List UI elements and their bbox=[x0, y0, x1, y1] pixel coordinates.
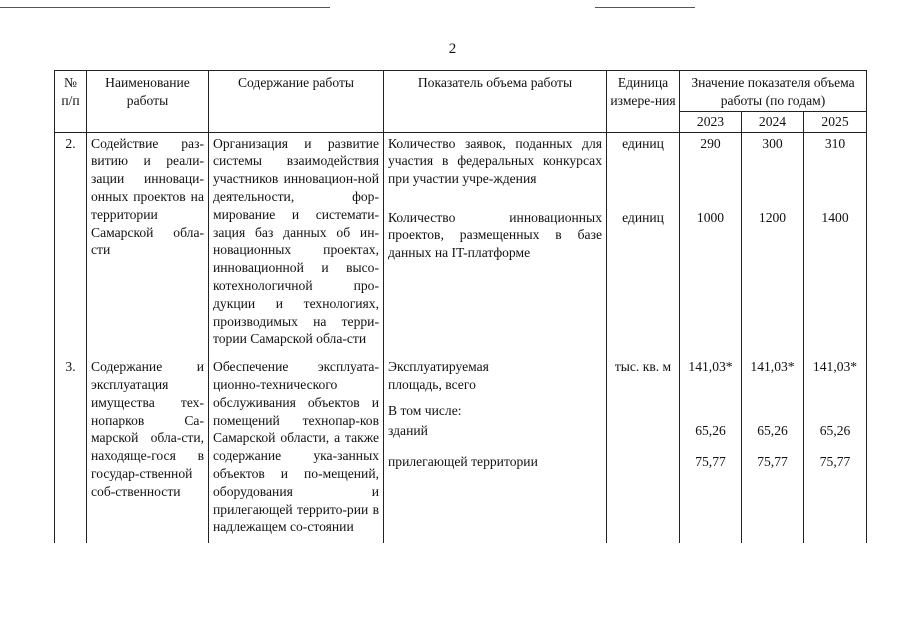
work-volume-table bbox=[54, 70, 867, 543]
header-year-2023: 2023 bbox=[680, 111, 742, 132]
header-name: Наименование работы bbox=[87, 71, 209, 133]
header-year-2024: 2024 bbox=[742, 111, 804, 132]
value-2024: 300 bbox=[742, 132, 804, 195]
indicator-text: зданий bbox=[384, 420, 607, 440]
indicator-unit: единиц bbox=[607, 195, 680, 270]
value-2024: 1200 bbox=[742, 195, 804, 270]
work-name: Содержание и эксплуатация имущества тех-нопарков Са-марской обла-сти, находяще-гося в государ-ственной соб-ственности bbox=[87, 348, 209, 543]
value-2024: 75,77 bbox=[742, 439, 804, 471]
value-2023: 290 bbox=[680, 132, 742, 195]
value-2023: 1000 bbox=[680, 195, 742, 270]
indicator-unit: единиц bbox=[607, 132, 680, 195]
value-2024: 65,26 bbox=[742, 420, 804, 440]
header-year-2025: 2025 bbox=[804, 111, 867, 132]
value-2023: 75,77 bbox=[680, 439, 742, 471]
value-2023: 141,03* bbox=[680, 348, 742, 394]
indicator-unit: тыс. кв. м bbox=[607, 348, 680, 394]
value-2025: 65,26 bbox=[804, 420, 867, 440]
page-number: 2 bbox=[448, 41, 457, 57]
value-2025: 310 bbox=[804, 132, 867, 195]
top-rule-right bbox=[595, 7, 695, 8]
top-rule-left bbox=[0, 7, 330, 8]
work-content: Обеспечение эксплуата-ционно-технического обслуживания объектов и помещений технопар-ков Самарской области, а также содержание ука-занных объектов и по-мещений, оборудования и прилегающей террито-рии в надлежащем со-стоянии bbox=[209, 348, 384, 543]
header-value: Значение показателя объема работы (по годам) bbox=[680, 71, 867, 112]
value-2025: 141,03* bbox=[804, 348, 867, 394]
indicator-text: Эксплуатируемая площадь, всего bbox=[384, 348, 607, 394]
value-2025: 75,77 bbox=[804, 439, 867, 471]
header-indicator: Показатель объема работы bbox=[384, 71, 607, 133]
row-number: 2. bbox=[55, 132, 87, 348]
row-number: 3. bbox=[55, 348, 87, 543]
indicator-text: прилегающей территории bbox=[384, 439, 607, 471]
value-2023: 65,26 bbox=[680, 420, 742, 440]
header-content: Содержание работы bbox=[209, 71, 384, 133]
table-row bbox=[55, 348, 867, 394]
value-2025: 1400 bbox=[804, 195, 867, 270]
work-name: Содействие раз-витию и реали-зации инноваци-онных проектов на территории Самарской обла-сти bbox=[87, 132, 209, 348]
header-num: № п/п bbox=[55, 71, 87, 133]
value-2024: 141,03* bbox=[742, 348, 804, 394]
header-unit: Единица измере-ния bbox=[607, 71, 680, 133]
table-row bbox=[55, 132, 867, 195]
indicator-text: Количество заявок, поданных для участия в федеральных конкурсах при участии учре-ждения bbox=[384, 132, 607, 195]
work-content: Организация и развитие системы взаимодействия участников инновацион-ной деятельности, фор-мирование и системати-зация баз данных об ин-новационных проектах, инновационной и высо-котехнологичной про-дукции и технологиях, производимых на терри-тории Самарской обла-сти bbox=[209, 132, 384, 348]
indicator-text: В том числе: bbox=[384, 394, 607, 420]
indicator-text: Количество инновационных проектов, размещенных в базе данных на IT-платформе bbox=[384, 195, 607, 270]
